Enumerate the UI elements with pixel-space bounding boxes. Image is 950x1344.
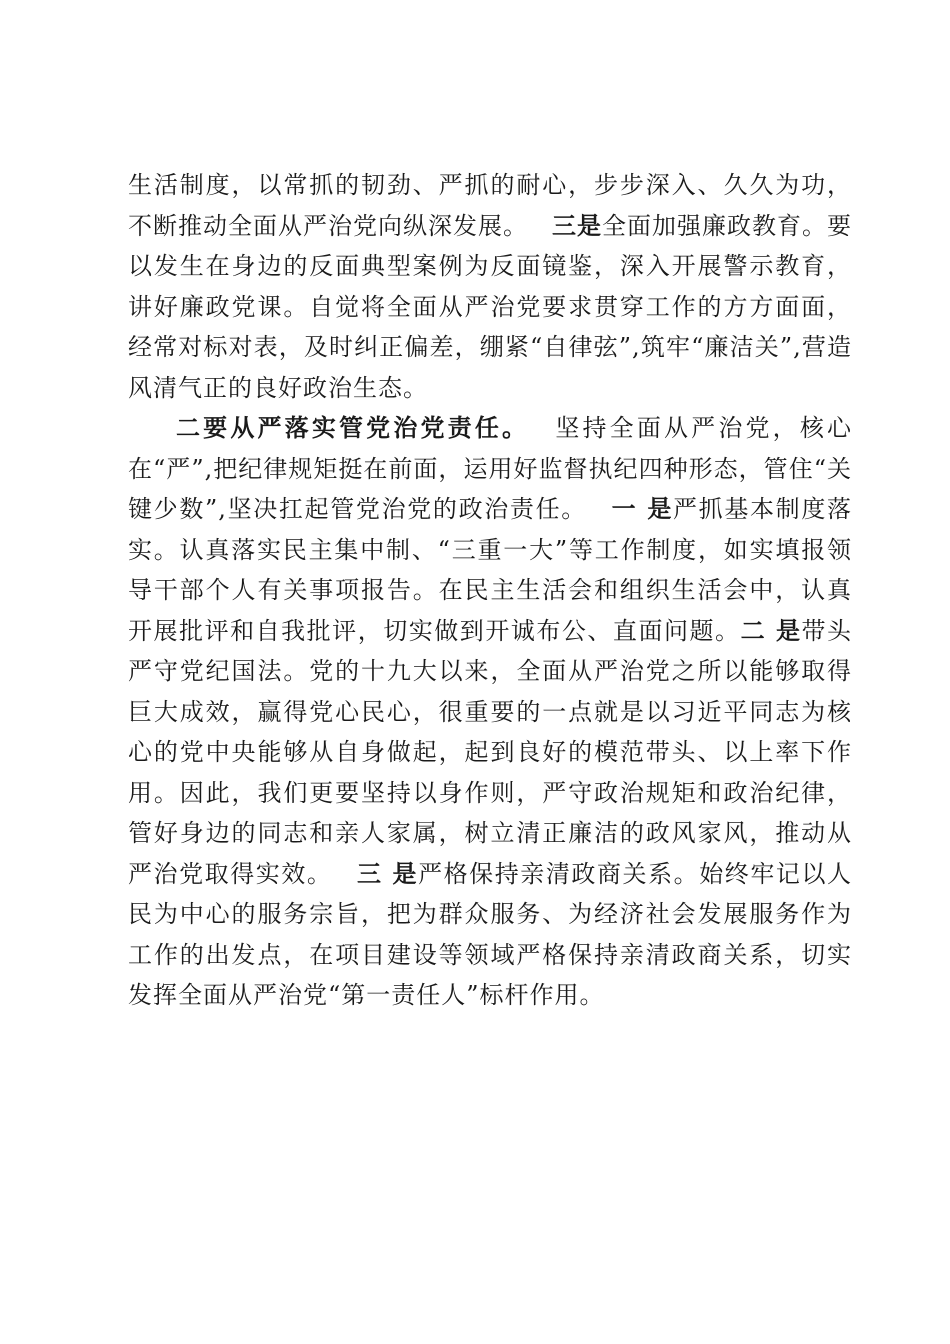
bold-lead: 三 是 xyxy=(356,858,419,888)
text-run: 生活制度，以常抓的韧劲、严抓的耐心，步步深入、久久为功，不断推动全面从严治党向纵深发展。 xyxy=(128,171,852,240)
bold-lead: 三是 xyxy=(552,210,602,240)
text-run: 带头严守党纪国法。党的十九大以来，全面从严治党之所以能够取得巨大成效，赢得党心民心，很重要的一点就是以习近平同志为核心的党中央能够从自身做起，起到良好的模范带头、以上率下作用。因此，我们更要坚持以身作则，严守政治规矩和政治纪律，管好身边的同志和亲人家属，树立清正廉洁的政风家风，推动从严治党取得实效。 xyxy=(128,616,853,888)
text-run: 严格保持亲清政商关系。始终牢记以人民为中心的服务宗旨，把为群众服务、为经济社会发展服务作为工作的出发点，在项目建设等领域严格保持亲清政商关系，切实发挥全面从严治党“第一责任人”标杆作用。 xyxy=(128,859,852,1009)
section-heading: 二要从严落实管党治党责任。 xyxy=(176,413,530,442)
text-run: 全面加强廉政教育。要以发生在身边的反面典型案例为反面镜鉴，深入开展警示教育，讲好廉政党课。自觉将全面从严治党要求贯穿工作的方方面面，经常对标对表，及时纠正偏差，绷紧“自律弦”,筑牢“廉洁关”,营造风清气正的良好政治生态。 xyxy=(128,211,852,402)
paragraph-2 xyxy=(128,408,852,1016)
paragraph-1 xyxy=(128,165,852,408)
text-run: 坚持全面从严治党，核心在“严”,把纪律规矩挺在前面，运用好监督执纪四种形态，管住“关键少数”,坚决扛起管党治党的政治责任。 xyxy=(128,414,853,523)
document-body xyxy=(128,165,852,1016)
bold-lead: 一 是 xyxy=(610,494,673,523)
bold-lead: 二 是 xyxy=(740,615,802,645)
text-run: 严抓基本制度落实。认真落实民主集中制、“三重一大”等工作制度，如实填报领导干部个人有关事项报告。在民主生活会和组织生活会中，认真开展批评和自我批评，切实做到开诚布公、直面问题。 xyxy=(128,495,853,645)
